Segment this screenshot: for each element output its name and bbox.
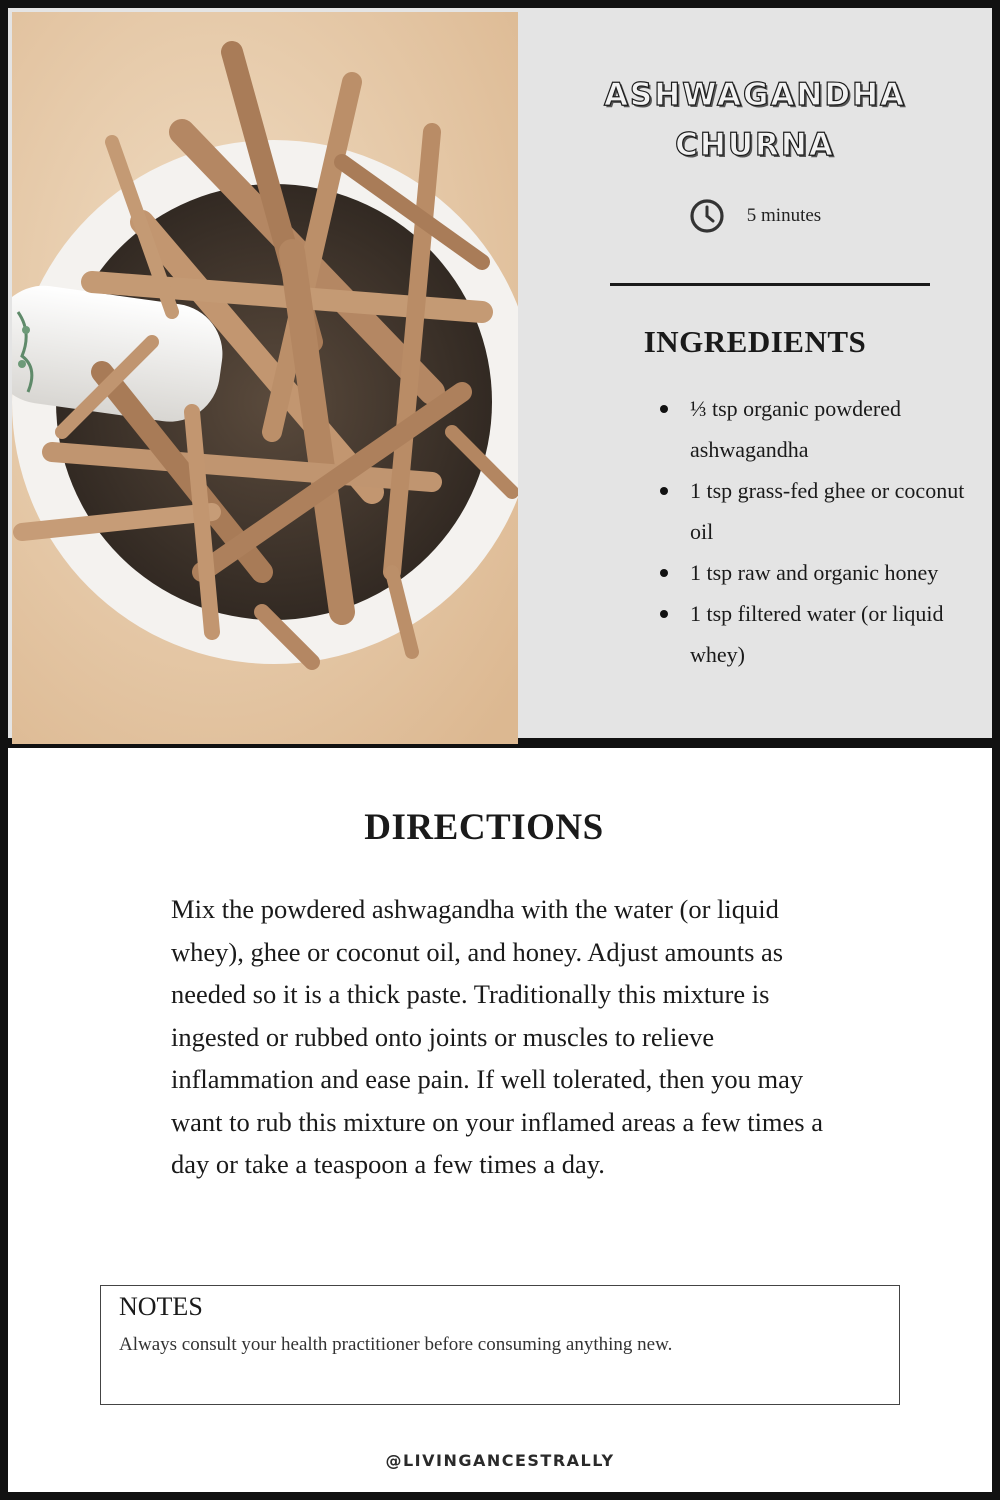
notes-box — [100, 1285, 900, 1405]
recipe-title-line-1: ASHWAGANDHA — [603, 77, 907, 113]
clock-icon — [689, 198, 725, 234]
ingredient-item: ⅓ tsp organic powdered ashwagandha — [690, 388, 980, 470]
ingredient-item: 1 tsp filtered water (or liquid whey) — [690, 593, 980, 675]
divider — [610, 283, 930, 286]
recipe-title — [518, 70, 992, 170]
ashwagandha-roots-illustration — [12, 12, 518, 744]
directions-text: Mix the powdered ashwagandha with the water (or liquid whey), ghee or coconut oil, and honey. Adjust amounts as needed so it is a thick paste. Traditionally this mixture is ingested or rubbed onto joints or muscles to relieve inflammation and ease pain. If well tolerated, then you may want to rub this mixture on your inflamed areas a few times a day or take a teaspoon a few times a day. — [171, 894, 824, 1179]
ashwagandha-roots-photo — [12, 12, 518, 744]
social-handle: @LIVINGANCESTRALLY — [385, 1451, 615, 1470]
ingredients-heading: INGREDIENTS — [643, 324, 867, 359]
prep-time — [518, 198, 992, 234]
recipe-title-line-2: CHURNA — [675, 127, 835, 163]
recipe-header-section — [8, 8, 992, 748]
ingredient-item: 1 tsp raw and organic honey — [690, 552, 980, 593]
recipe-info-panel — [518, 8, 992, 748]
directions-heading: DIRECTIONS — [364, 807, 604, 848]
prep-time-value: 5 minutes — [746, 205, 822, 226]
notes-text: Always consult your health practitioner before consuming anything new. — [119, 1334, 673, 1355]
ingredients-list — [690, 388, 980, 675]
notes-label: NOTES — [119, 1292, 203, 1321]
ingredient-item: 1 tsp grass-fed ghee or coconut oil — [690, 470, 980, 552]
